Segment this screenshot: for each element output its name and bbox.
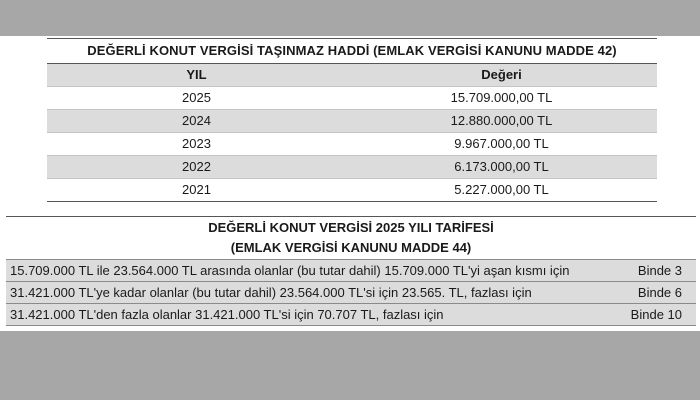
header-value: Değeri xyxy=(481,67,522,82)
row-value: 15.709.000,00 TL xyxy=(450,90,553,105)
table-row xyxy=(47,110,657,133)
table-row xyxy=(47,156,657,179)
threshold-table-header xyxy=(47,64,657,87)
threshold-table-title: DEĞERLİ KONUT VERGİSİ TAŞINMAZ HADDİ (EMLAK VERGİSİ KANUNU MADDE 42) xyxy=(47,38,657,64)
row-value: 5.227.000,00 TL xyxy=(454,182,549,197)
row-value: 12.880.000,00 TL xyxy=(450,113,553,128)
table-row xyxy=(6,281,696,303)
tariff-title-line2: (EMLAK VERGİSİ KANUNU MADDE 44) xyxy=(230,240,472,255)
row-year: 2024 xyxy=(182,113,211,128)
table-row xyxy=(47,87,657,110)
tariff-description: 15.709.000 TL ile 23.564.000 TL arasında olanlar (bu tutar dahil) 15.709.000 TL'yi aşan kısmı için xyxy=(10,263,570,278)
row-year: 2025 xyxy=(182,90,211,105)
row-value: 6.173.000,00 TL xyxy=(454,159,549,174)
row-year: 2022 xyxy=(182,159,211,174)
row-year: 2023 xyxy=(182,136,211,151)
tariff-table xyxy=(6,216,696,326)
top-gray-band xyxy=(0,0,700,36)
bottom-gray-band xyxy=(0,331,700,400)
row-value: 9.967.000,00 TL xyxy=(454,136,549,151)
tariff-table-title xyxy=(6,216,696,259)
tariff-rate: Binde 6 xyxy=(637,285,682,300)
table-row xyxy=(6,259,696,281)
table-row xyxy=(47,133,657,156)
tariff-rate: Binde 10 xyxy=(630,307,682,322)
threshold-table xyxy=(47,38,657,202)
tariff-rate: Binde 3 xyxy=(637,263,682,278)
row-year: 2021 xyxy=(182,182,211,197)
tariff-description: 31.421.000 TL'ye kadar olanlar (bu tutar dahil) 23.564.000 TL'si için 23.565. TL, fazlası için xyxy=(10,285,532,300)
table-row xyxy=(6,303,696,326)
tariff-description: 31.421.000 TL'den fazla olanlar 31.421.000 TL'si için 70.707 TL, fazlası için xyxy=(10,307,444,322)
table-row xyxy=(47,179,657,202)
header-year: YIL xyxy=(186,67,207,82)
tariff-title-line1: DEĞERLİ KONUT VERGİSİ 2025 YILI TARİFESİ xyxy=(208,220,494,235)
